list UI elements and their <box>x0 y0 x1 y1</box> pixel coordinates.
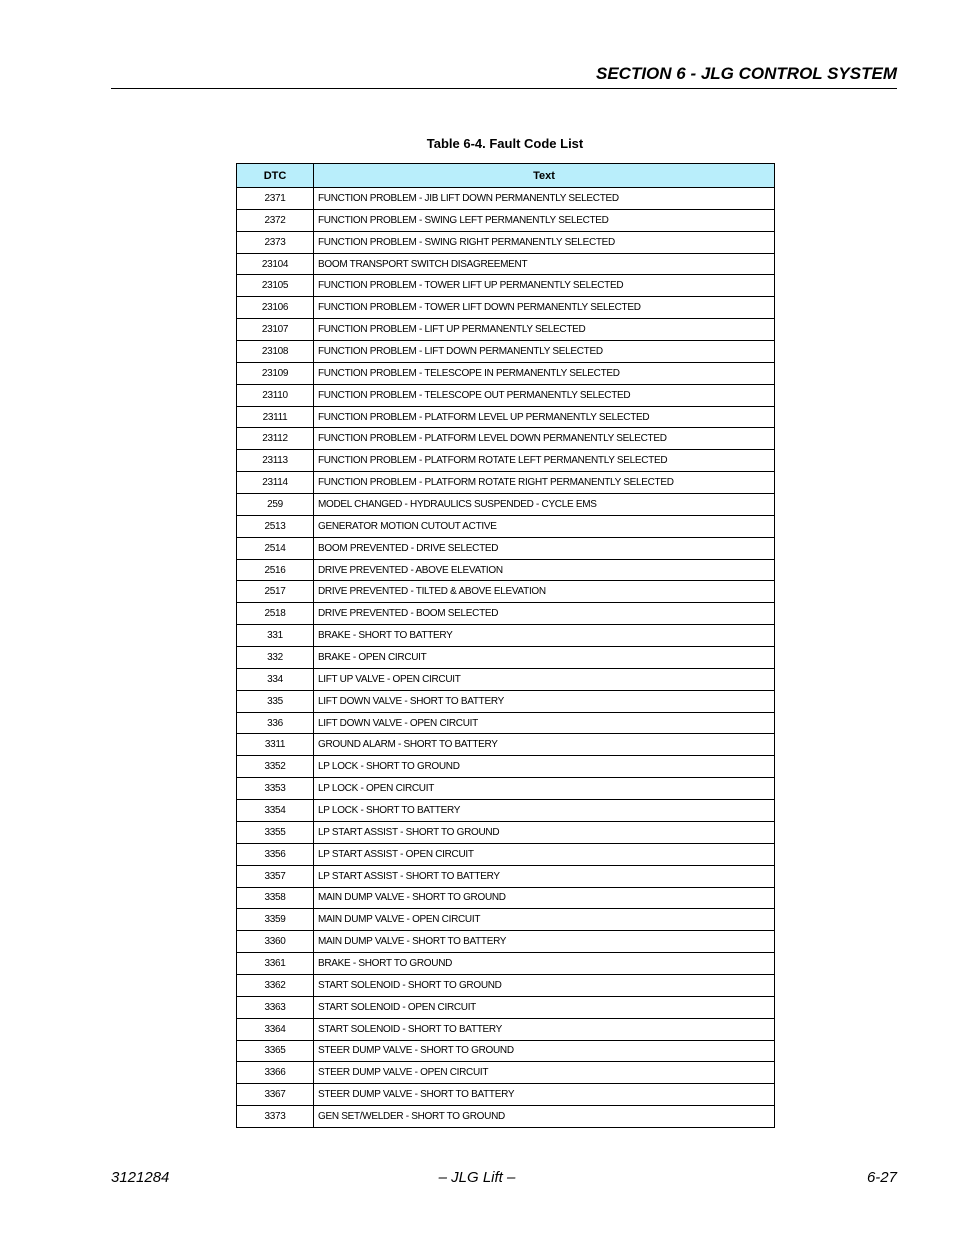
dtc-cell: 3364 <box>237 1018 314 1040</box>
fault-code-table <box>236 163 775 1128</box>
table-row <box>237 690 775 712</box>
dtc-cell: 23113 <box>237 450 314 472</box>
table-row <box>237 865 775 887</box>
table-row <box>237 647 775 669</box>
dtc-cell: 23106 <box>237 297 314 319</box>
fault-text-cell: FUNCTION PROBLEM - TELESCOPE IN PERMANENTLY SELECTED <box>314 362 775 384</box>
column-header-text: Text <box>314 164 775 188</box>
table-row <box>237 428 775 450</box>
fault-text-cell: LP START ASSIST - OPEN CIRCUIT <box>314 843 775 865</box>
fault-text-cell: LIFT UP VALVE - OPEN CIRCUIT <box>314 668 775 690</box>
fault-text-cell: GEN SET/WELDER - SHORT TO GROUND <box>314 1106 775 1128</box>
dtc-cell: 3357 <box>237 865 314 887</box>
doc-number: 3121284 <box>111 1169 170 1186</box>
dtc-cell: 3352 <box>237 756 314 778</box>
fault-text-cell: GENERATOR MOTION CUTOUT ACTIVE <box>314 515 775 537</box>
fault-text-cell: LIFT DOWN VALVE - SHORT TO BATTERY <box>314 690 775 712</box>
fault-text-cell: BRAKE - OPEN CIRCUIT <box>314 647 775 669</box>
dtc-cell: 23105 <box>237 275 314 297</box>
dtc-cell: 3366 <box>237 1062 314 1084</box>
dtc-cell: 23112 <box>237 428 314 450</box>
dtc-cell: 3362 <box>237 974 314 996</box>
dtc-cell: 335 <box>237 690 314 712</box>
dtc-cell: 3360 <box>237 931 314 953</box>
dtc-cell: 23114 <box>237 472 314 494</box>
dtc-cell: 2514 <box>237 537 314 559</box>
fault-text-cell: STEER DUMP VALVE - SHORT TO BATTERY <box>314 1084 775 1106</box>
table-row <box>237 341 775 363</box>
dtc-cell: 23107 <box>237 319 314 341</box>
fault-text-cell: FUNCTION PROBLEM - LIFT UP PERMANENTLY SELECTED <box>314 319 775 341</box>
fault-text-cell: STEER DUMP VALVE - SHORT TO GROUND <box>314 1040 775 1062</box>
table-row <box>237 253 775 275</box>
fault-text-cell: BRAKE - SHORT TO BATTERY <box>314 625 775 647</box>
dtc-cell: 3373 <box>237 1106 314 1128</box>
dtc-cell: 3358 <box>237 887 314 909</box>
fault-text-cell: FUNCTION PROBLEM - SWING RIGHT PERMANENTLY SELECTED <box>314 231 775 253</box>
table-row <box>237 188 775 210</box>
fault-text-cell: DRIVE PREVENTED - BOOM SELECTED <box>314 603 775 625</box>
fault-text-cell: FUNCTION PROBLEM - SWING LEFT PERMANENTLY SELECTED <box>314 209 775 231</box>
table-row <box>237 384 775 406</box>
fault-text-cell: FUNCTION PROBLEM - PLATFORM ROTATE LEFT PERMANENTLY SELECTED <box>314 450 775 472</box>
table-row <box>237 996 775 1018</box>
dtc-cell: 2517 <box>237 581 314 603</box>
fault-text-cell: DRIVE PREVENTED - TILTED & ABOVE ELEVATION <box>314 581 775 603</box>
table-row <box>237 668 775 690</box>
fault-text-cell: FUNCTION PROBLEM - PLATFORM LEVEL DOWN PERMANENTLY SELECTED <box>314 428 775 450</box>
dtc-cell: 3361 <box>237 953 314 975</box>
table-row <box>237 472 775 494</box>
dtc-cell: 3363 <box>237 996 314 1018</box>
table-row <box>237 297 775 319</box>
table-row <box>237 319 775 341</box>
dtc-cell: 2518 <box>237 603 314 625</box>
column-header-dtc: DTC <box>237 164 314 188</box>
fault-text-cell: STEER DUMP VALVE - OPEN CIRCUIT <box>314 1062 775 1084</box>
table-row <box>237 515 775 537</box>
table-row <box>237 974 775 996</box>
dtc-cell: 3311 <box>237 734 314 756</box>
table-row <box>237 887 775 909</box>
table-row <box>237 494 775 516</box>
fault-text-cell: MAIN DUMP VALVE - SHORT TO GROUND <box>314 887 775 909</box>
table-row <box>237 1084 775 1106</box>
dtc-cell: 2372 <box>237 209 314 231</box>
dtc-cell: 23108 <box>237 341 314 363</box>
page-number: 6-27 <box>866 1169 897 1186</box>
table-row <box>237 1062 775 1084</box>
fault-text-cell: MODEL CHANGED - HYDRAULICS SUSPENDED - CYCLE EMS <box>314 494 775 516</box>
dtc-cell: 2516 <box>237 559 314 581</box>
table-row <box>237 209 775 231</box>
dtc-cell: 3367 <box>237 1084 314 1106</box>
table-row <box>237 581 775 603</box>
fault-text-cell: DRIVE PREVENTED - ABOVE ELEVATION <box>314 559 775 581</box>
table-row <box>237 909 775 931</box>
table-row <box>237 362 775 384</box>
table-header-row <box>237 164 775 188</box>
fault-text-cell: START SOLENOID - SHORT TO BATTERY <box>314 1018 775 1040</box>
table-row <box>237 1018 775 1040</box>
fault-text-cell: START SOLENOID - OPEN CIRCUIT <box>314 996 775 1018</box>
dtc-cell: 23109 <box>237 362 314 384</box>
table-caption: Table 6-4. Fault Code List <box>426 136 584 151</box>
dtc-cell: 3365 <box>237 1040 314 1062</box>
table-row <box>237 603 775 625</box>
dtc-cell: 23104 <box>237 253 314 275</box>
table-row <box>237 953 775 975</box>
fault-text-cell: FUNCTION PROBLEM - TOWER LIFT DOWN PERMANENTLY SELECTED <box>314 297 775 319</box>
dtc-cell: 3359 <box>237 909 314 931</box>
fault-text-cell: MAIN DUMP VALVE - SHORT TO BATTERY <box>314 931 775 953</box>
table-row <box>237 843 775 865</box>
table-row <box>237 1040 775 1062</box>
dtc-cell: 3353 <box>237 778 314 800</box>
dtc-cell: 2513 <box>237 515 314 537</box>
table-row <box>237 559 775 581</box>
dtc-cell: 2373 <box>237 231 314 253</box>
dtc-cell: 23111 <box>237 406 314 428</box>
fault-text-cell: LP LOCK - OPEN CIRCUIT <box>314 778 775 800</box>
dtc-cell: 331 <box>237 625 314 647</box>
dtc-cell: 2371 <box>237 188 314 210</box>
table-row <box>237 1106 775 1128</box>
dtc-cell: 334 <box>237 668 314 690</box>
fault-text-cell: FUNCTION PROBLEM - TOWER LIFT UP PERMANENTLY SELECTED <box>314 275 775 297</box>
dtc-cell: 336 <box>237 712 314 734</box>
dtc-cell: 3356 <box>237 843 314 865</box>
fault-text-cell: FUNCTION PROBLEM - TELESCOPE OUT PERMANENTLY SELECTED <box>314 384 775 406</box>
table-row <box>237 756 775 778</box>
table-row <box>237 406 775 428</box>
table-row <box>237 537 775 559</box>
fault-text-cell: FUNCTION PROBLEM - PLATFORM LEVEL UP PERMANENTLY SELECTED <box>314 406 775 428</box>
table-row <box>237 800 775 822</box>
fault-text-cell: BRAKE - SHORT TO GROUND <box>314 953 775 975</box>
fault-text-cell: LP LOCK - SHORT TO BATTERY <box>314 800 775 822</box>
dtc-cell: 259 <box>237 494 314 516</box>
fault-text-cell: BOOM TRANSPORT SWITCH DISAGREEMENT <box>314 253 775 275</box>
table-row <box>237 275 775 297</box>
section-title: SECTION 6 - JLG CONTROL SYSTEM <box>596 64 897 83</box>
fault-text-cell: FUNCTION PROBLEM - LIFT DOWN PERMANENTLY SELECTED <box>314 341 775 363</box>
table-row <box>237 625 775 647</box>
table-row <box>237 734 775 756</box>
fault-text-cell: FUNCTION PROBLEM - JIB LIFT DOWN PERMANENTLY SELECTED <box>314 188 775 210</box>
table-row <box>237 821 775 843</box>
publisher-label: – JLG Lift – <box>438 1169 516 1186</box>
table-row <box>237 450 775 472</box>
dtc-cell: 332 <box>237 647 314 669</box>
dtc-cell: 23110 <box>237 384 314 406</box>
header-divider <box>111 88 897 89</box>
fault-text-cell: LIFT DOWN VALVE - OPEN CIRCUIT <box>314 712 775 734</box>
fault-text-cell: MAIN DUMP VALVE - OPEN CIRCUIT <box>314 909 775 931</box>
dtc-cell: 3355 <box>237 821 314 843</box>
fault-text-cell: LP START ASSIST - SHORT TO BATTERY <box>314 865 775 887</box>
fault-text-cell: GROUND ALARM - SHORT TO BATTERY <box>314 734 775 756</box>
dtc-cell: 3354 <box>237 800 314 822</box>
fault-text-cell: LP LOCK - SHORT TO GROUND <box>314 756 775 778</box>
fault-text-cell: BOOM PREVENTED - DRIVE SELECTED <box>314 537 775 559</box>
table-row <box>237 231 775 253</box>
table-row <box>237 712 775 734</box>
fault-text-cell: START SOLENOID - SHORT TO GROUND <box>314 974 775 996</box>
fault-text-cell: FUNCTION PROBLEM - PLATFORM ROTATE RIGHT PERMANENTLY SELECTED <box>314 472 775 494</box>
table-row <box>237 778 775 800</box>
table-row <box>237 931 775 953</box>
fault-text-cell: LP START ASSIST - SHORT TO GROUND <box>314 821 775 843</box>
